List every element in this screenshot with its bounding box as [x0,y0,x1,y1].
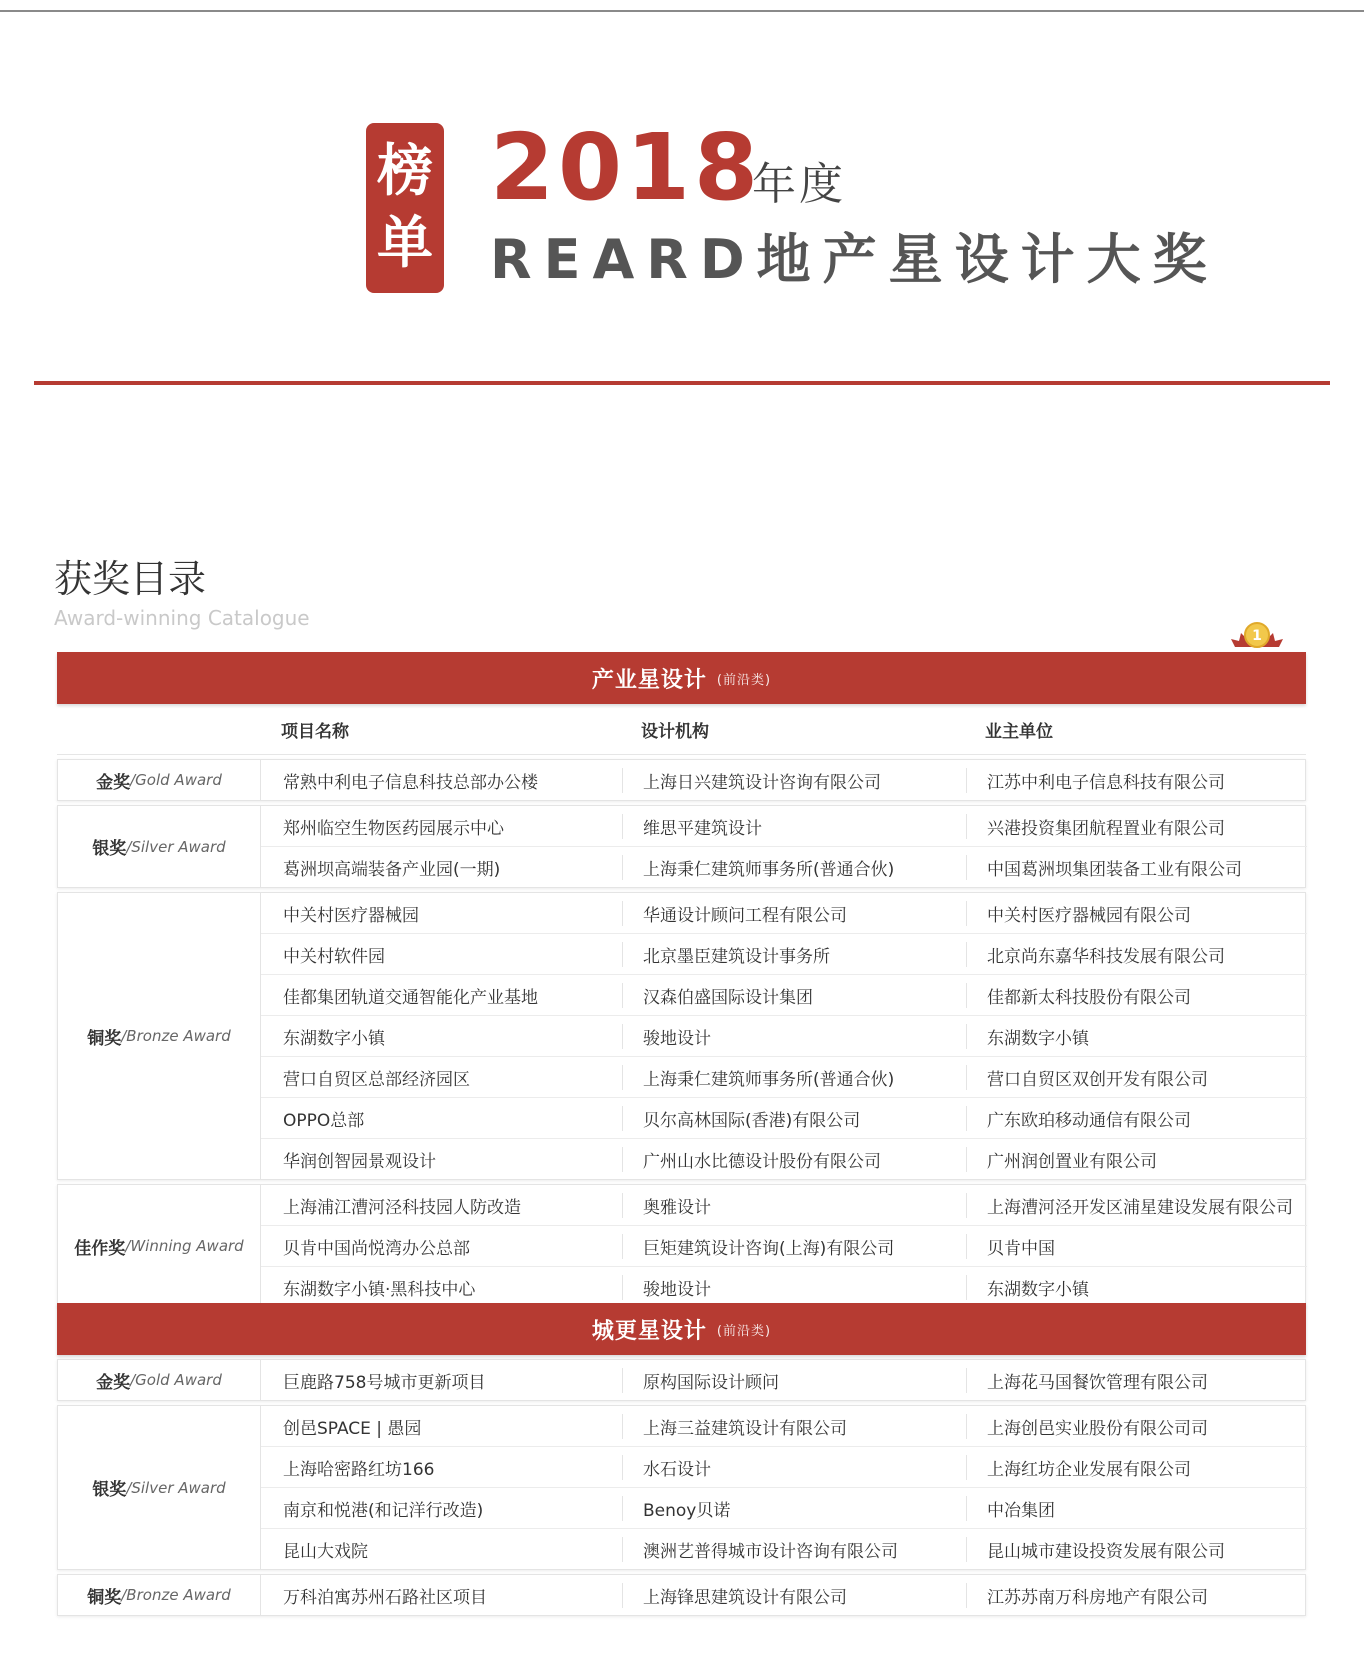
project-name: 营口自贸区总部经济园区 [283,1069,470,1090]
column-header-owner: 业主单位 [985,721,1053,742]
award-level-cn: 铜奖 [87,1587,122,1608]
award-group [57,1359,1306,1401]
section-title: 城更星设计 [591,1318,707,1344]
owner-company: 营口自贸区双创开发有限公司 [966,1065,1307,1090]
column-header-designer: 设计机构 [641,721,709,742]
award-level-en: /Bronze Award [121,1027,231,1045]
owner-company: 佳都新太科技股份有限公司 [966,983,1307,1008]
award-level-cn: 银奖 [92,839,127,859]
owner-company: 北京尚东嘉华科技发展有限公司 [966,942,1307,967]
owner-company: 广州润创置业有限公司 [966,1147,1307,1172]
award-level-en: /Silver Award [126,837,226,856]
award-level [58,1185,261,1307]
award-group [57,1405,1306,1570]
project-name: 常熟中利电子信息科技总部办公楼 [283,772,538,793]
owner-company: 上海红坊企业发展有限公司 [966,1455,1307,1480]
owner-company: 上海创邑实业股份有限公司司 [966,1414,1307,1439]
project-name: 佳都集团轨道交通智能化产业基地 [283,987,538,1008]
project-name: 中关村医疗器械园 [283,905,419,926]
medal-number: 1 [1252,628,1262,644]
design-firm: 华通设计顾问工程有限公司 [622,901,966,926]
project-name: 巨鹿路758号城市更新项目 [283,1372,486,1393]
project-name: OPPO总部 [283,1110,365,1131]
table-row [261,934,1307,975]
table-row [261,1057,1307,1098]
award-level-cn: 金奖 [96,772,131,793]
owner-company: 上海漕河泾开发区浦星建设发展有限公司 [966,1193,1307,1218]
table-row [261,1447,1307,1488]
project-name: 华润创智园景观设计 [283,1151,436,1172]
owner-company: 广东欧珀移动通信有限公司 [966,1106,1307,1131]
badge-char: 单 [377,211,433,276]
year-suffix: 年度 [752,159,846,210]
table-row [261,893,1307,934]
header-divider [34,381,1330,385]
project-name: 郑州临空生物医药园展示中心 [283,818,504,839]
award-level [58,806,261,887]
owner-company: 中冶集团 [966,1496,1307,1521]
design-firm: 巨矩建筑设计咨询(上海)有限公司 [622,1234,966,1259]
catalogue-subtitle: Award-winning Catalogue [54,606,310,630]
table-row [261,1360,1307,1400]
award-level-cn: 金奖 [96,1372,131,1393]
award-level-en: /Gold Award [130,771,222,789]
table-row [261,1575,1307,1615]
column-header-project: 项目名称 [281,721,349,742]
table-row [261,1016,1307,1057]
award-level-cn: 银奖 [92,1480,127,1500]
catalogue-title: 获奖目录 [54,557,207,601]
project-name: 贝肯中国尚悦湾办公总部 [283,1238,470,1259]
table-row [261,806,1307,847]
project-name: 东湖数字小镇 [283,1028,385,1049]
award-level-en: /Silver Award [126,1478,226,1497]
medal-icon [1227,617,1287,655]
award-group [57,1184,1306,1308]
project-name: 创邑SPACE | 愚园 [283,1418,422,1439]
owner-company: 昆山城市建设投资发展有限公司 [966,1537,1307,1562]
award-group [57,805,1306,888]
design-firm: Benoy贝诺 [622,1496,966,1521]
table-row [261,1267,1307,1307]
design-firm: 汉森伯盛国际设计集团 [622,983,966,1008]
table-row [261,760,1307,800]
owner-company: 东湖数字小镇 [966,1024,1307,1049]
owner-company: 兴港投资集团航程置业有限公司 [966,814,1307,839]
design-firm: 贝尔高林国际(香港)有限公司 [622,1106,966,1131]
project-name: 东湖数字小镇·黑科技中心 [283,1279,476,1300]
award-group [57,759,1306,801]
table-row [261,1185,1307,1226]
table-row [261,1406,1307,1447]
owner-company: 江苏苏南万科房地产有限公司 [966,1583,1307,1608]
project-name: 葛洲坝高端装备产业园(一期) [283,859,501,880]
project-name: 中关村软件园 [283,946,385,967]
section-header [57,1303,1306,1355]
award-level [58,760,261,800]
design-firm: 水石设计 [622,1455,966,1480]
section-header [57,652,1306,704]
owner-company: 上海花马国餐饮管理有限公司 [966,1368,1307,1393]
award-level-en: /Winning Award [125,1237,244,1255]
badge-char: 榜 [377,139,433,204]
table-row [261,847,1307,887]
award-level [58,893,261,1179]
design-firm: 上海锋思建筑设计有限公司 [622,1583,966,1608]
design-firm: 广州山水比德设计股份有限公司 [622,1147,966,1172]
owner-company: 贝肯中国 [966,1234,1307,1259]
design-firm: 骏地设计 [622,1275,966,1300]
ranking-badge [366,123,444,293]
design-firm: 奥雅设计 [622,1193,966,1218]
section-industry [57,652,1306,1308]
project-name: 上海浦江漕河泾科技园人防改造 [283,1197,521,1218]
table-row [261,1098,1307,1139]
design-firm: 骏地设计 [622,1024,966,1049]
award-year: 2018 [490,114,763,221]
design-firm: 澳洲艺普得城市设计咨询有限公司 [622,1537,966,1562]
award-title: REARD地产星设计大奖 [490,228,1219,291]
table-row [261,1139,1307,1179]
award-level [58,1406,261,1569]
project-name: 万科泊寓苏州石路社区项目 [283,1587,487,1608]
project-name: 上海哈密路红坊166 [283,1459,435,1480]
section-note: (前沿类) [716,1323,772,1339]
award-level-cn: 铜奖 [87,1028,122,1049]
table-row [261,975,1307,1016]
section-note: (前沿类) [716,672,772,688]
design-firm: 上海日兴建筑设计咨询有限公司 [622,768,966,793]
project-name: 昆山大戏院 [283,1541,368,1562]
section-title: 产业星设计 [591,667,707,693]
award-group [57,892,1306,1180]
project-name: 南京和悦港(和记洋行改造) [283,1500,484,1521]
design-firm: 北京墨臣建筑设计事务所 [622,942,966,967]
design-firm: 上海三益建筑设计有限公司 [622,1414,966,1439]
design-firm: 维思平建筑设计 [622,814,966,839]
award-group [57,1574,1306,1616]
design-firm: 原构国际设计顾问 [622,1368,966,1393]
table-row [261,1226,1307,1267]
owner-company: 中国葛洲坝集团装备工业有限公司 [966,855,1307,880]
column-headers [57,704,1306,755]
table-row [261,1488,1307,1529]
top-divider [0,10,1364,12]
award-level-en: /Gold Award [130,1371,222,1389]
design-firm: 上海秉仁建筑师事务所(普通合伙) [622,855,966,880]
award-level-en: /Bronze Award [121,1586,231,1604]
section-urban-renewal [57,1303,1306,1616]
award-level-cn: 佳作奖 [74,1238,126,1259]
award-level [58,1575,261,1615]
award-level [58,1360,261,1400]
owner-company: 中关村医疗器械园有限公司 [966,901,1307,926]
owner-company: 东湖数字小镇 [966,1275,1307,1300]
table-row [261,1529,1307,1569]
owner-company: 江苏中利电子信息科技有限公司 [966,768,1307,793]
design-firm: 上海秉仁建筑师事务所(普通合伙) [622,1065,966,1090]
